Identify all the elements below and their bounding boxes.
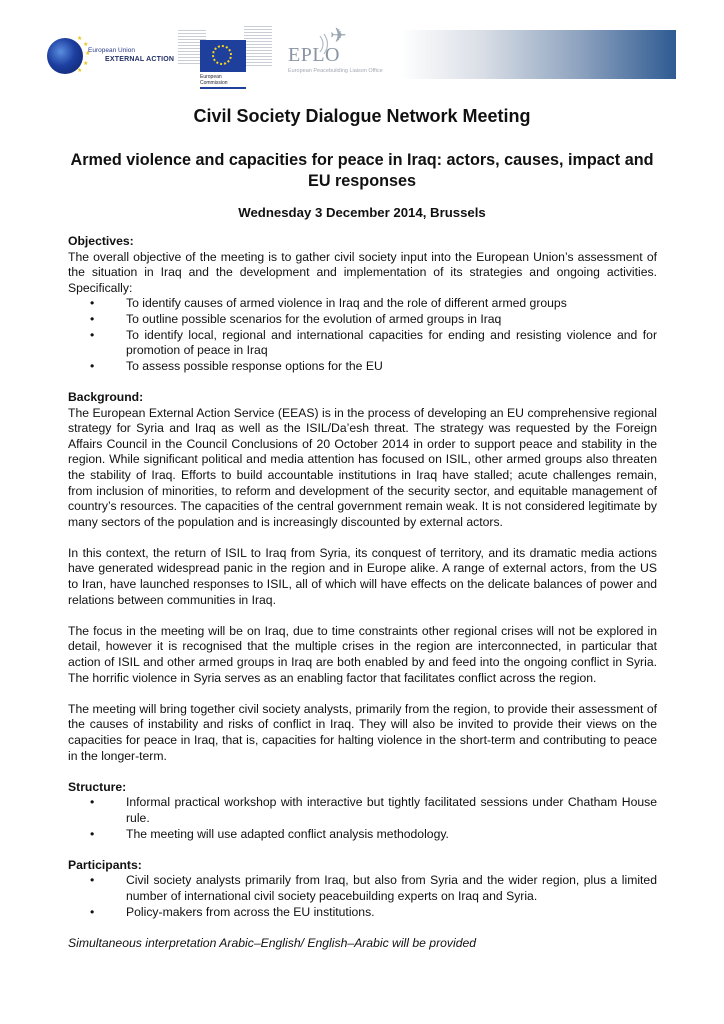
structure-heading: Structure: <box>68 779 127 794</box>
meeting-date: Wednesday 3 December 2014, Brussels <box>238 205 486 220</box>
participants-section <box>68 858 657 920</box>
objectives-heading: Objectives: <box>68 234 134 248</box>
ec-logo-line1: European <box>200 74 222 80</box>
bullet-icon: • <box>90 327 95 342</box>
bullet-icon: • <box>90 311 95 326</box>
list-item: • To outline possible scenarios for the evolution of armed groups in Iraq <box>90 311 502 326</box>
list-item: • To identify local, regional and international capacities for ending and resisting violence and for promotion of peace in Iraq <box>90 327 657 358</box>
background-section <box>68 390 657 764</box>
background-paragraph: The meeting will bring together civil society analysts, primarily from the region, to provide their assessment of the causes of instability and risks of conflict in Iraq. They will also be invited to provide their views on the capacities for peace in Iraq, that is, capacities for halting violence in the short-term and contributing to peace in the longer-term. <box>68 701 657 763</box>
list-item: • To identify causes of armed violence in Iraq and the role of different armed groups <box>90 296 567 311</box>
eu-flag-icon <box>200 40 246 72</box>
document-header <box>0 0 724 100</box>
eeas-logo-line1: European Union <box>88 47 135 54</box>
background-heading: Background: <box>68 389 144 404</box>
ec-logo-line2: Commission <box>200 80 228 86</box>
star-icon: ★ <box>83 61 89 67</box>
structure-list <box>68 795 657 842</box>
star-icon: ★ <box>77 36 83 42</box>
bullet-icon: • <box>90 904 95 919</box>
list-item: • Civil society analysts primarily from Iraq, but also from Syria and the wider region, plus a limited number of international civil society peacebuilding experts on Iraq and Syria. <box>90 873 657 903</box>
bullet-icon: • <box>90 296 95 311</box>
document-subtitle: Armed violence and capacities for peace in Iraq: actors, causes, impact and EU responses <box>70 151 654 190</box>
background-paragraph: The focus in the meeting will be on Iraq, due to time constraints other regional crises will not be explored in detail, however it is recognised that the multiple crises in the region are interconnected, in particular that action of ISIL and other armed groups in Iraq are both enabled by and feed into the ongoing conflict in Syria. The horrific violence in Syria serves as an enabling factor that facilitates conflict across the region. <box>68 623 657 685</box>
bullet-icon: • <box>90 795 95 810</box>
star-icon: ★ <box>83 42 89 48</box>
participants-list <box>68 873 657 920</box>
eeas-logo <box>47 36 177 76</box>
eplo-logo-name: EPLO <box>288 44 340 66</box>
ec-underline <box>200 87 246 89</box>
objectives-list <box>68 296 657 374</box>
structure-section <box>68 780 657 842</box>
participants-heading: Participants: <box>68 857 142 872</box>
list-item: • Informal practical workshop with interactive but tightly facilitated sessions under Chatham House rule. <box>90 795 657 825</box>
eeas-logo-line2: EXTERNAL ACTION <box>105 56 175 63</box>
document-title: Civil Society Dialogue Network Meeting <box>193 106 531 126</box>
objectives-section <box>68 234 657 374</box>
eplo-logo-subtitle: European Peacebuilding Liaison Office <box>288 68 383 74</box>
bullet-icon: • <box>90 873 95 888</box>
header-gradient-bar <box>400 30 676 79</box>
star-icon: ★ <box>77 68 83 74</box>
eplo-logo <box>288 24 403 84</box>
european-commission-logo <box>178 24 274 90</box>
list-item: • The meeting will use adapted conflict analysis methodology. <box>90 826 449 841</box>
star-icon: ★ <box>85 51 91 57</box>
list-item: • Policy-makers from across the EU institutions. <box>90 904 375 919</box>
document-body <box>68 234 657 951</box>
background-paragraph: In this context, the return of ISIL to Iraq from Syria, its conquest of territory, and its dramatic media actions have generated widespread panic in the region and in Europe alike. A range of external actors, from the US to Iran, have launched responses to ISIL, all of which will have effects on the delicate balances of power and relations between communities in Iraq. <box>68 545 657 607</box>
background-paragraph: The European External Action Service (EEAS) is in the process of developing an EU comprehensive regional strategy for Syria and Iraq as well as the ISIL/Da’esh threat. The strategy was requested by the Foreign Affairs Council in the Council Conclusions of 20 October 2014 in order to support peace and stability in the region. While significant political and media attention has focused on ISIL, other armed groups also threaten the stability of Iraq. Efforts to build accountable institutions in Iraq have stalled; acute challenges remain, from inclusion of minorities, to reform and development of the security sector, and equitable management of country’s resources. The capacities of the central government remain weak. It is not considered legitimate by many sectors of the population and is increasingly discounted by external actors. <box>68 405 657 529</box>
interpretation-note: Simultaneous interpretation Arabic–English/ English–Arabic will be provided <box>68 935 477 950</box>
objectives-text: The overall objective of the meeting is to gather civil society input into the European Union’s assessment of the situation in Iraq and the development and implementation of its strategies and ongoing activities. Specifically: <box>68 249 657 295</box>
dove-icon: ✈ <box>330 25 347 47</box>
building-icon <box>244 26 272 66</box>
bullet-icon: • <box>90 358 95 373</box>
bullet-icon: • <box>90 826 95 841</box>
list-item: • To assess possible response options for the EU <box>90 358 383 373</box>
